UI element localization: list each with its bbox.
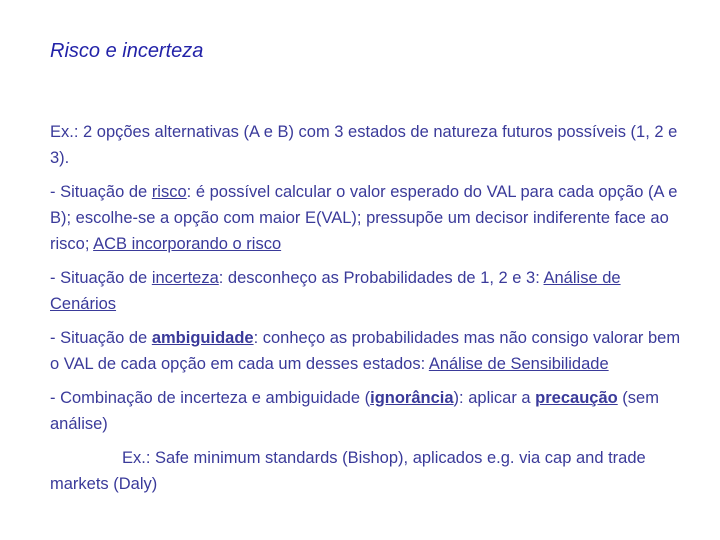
combination-prefix: - Combinação de incerteza e ambiguidade ( <box>50 389 371 407</box>
safe-minimum-text: Ex.: Safe minimum standards (Bishop), aplicados e.g. via cap and trade markets (Daly) <box>50 449 646 493</box>
uncertainty-method: Análise de Cenários <box>50 269 621 313</box>
paragraph-uncertainty <box>50 265 690 317</box>
ambiguity-description: : conheço as probabilidades mas não consigo valorar bem o VAL de cada opção em cada um desses estados: <box>50 329 681 373</box>
paragraph-safe-minimum <box>50 445 690 497</box>
paragraph-combination <box>50 385 690 437</box>
ignorance-term: ignorância <box>370 389 454 407</box>
slide-title: Risco e incerteza <box>50 40 204 62</box>
combination-suffix: (sem análise) <box>50 389 659 433</box>
ambiguity-prefix: - Situação de <box>50 329 152 347</box>
uncertainty-prefix: - Situação de <box>50 269 152 287</box>
example-text: Ex.: 2 opções alternativas (A e B) com 3 estados de natureza futuros possíveis (1, 2 e 3). <box>50 123 678 167</box>
paragraph-example <box>50 119 690 171</box>
paragraph-risk <box>50 179 690 257</box>
precaution-term: precaução <box>535 389 618 407</box>
combination-middle: ): aplicar a <box>453 389 536 407</box>
risk-method: ACB incorporando o risco <box>93 235 282 253</box>
paragraph-ambiguity <box>50 325 690 377</box>
uncertainty-term: incerteza <box>151 269 219 287</box>
risk-prefix: - Situação de <box>50 183 152 201</box>
risk-term: risco <box>151 183 187 201</box>
ambiguity-term: ambiguidade <box>151 329 254 347</box>
slide-body <box>50 119 690 505</box>
uncertainty-description: : desconheço as Probabilidades de 1, 2 e 3: <box>218 269 544 287</box>
ambiguity-method: Análise de Sensibilidade <box>428 355 609 373</box>
risk-description: : é possível calcular o valor esperado do VAL para cada opção (A e B); escolhe-se a opção com maior E(VAL); pressupõe um decisor indiferente face ao risco; <box>50 183 678 253</box>
